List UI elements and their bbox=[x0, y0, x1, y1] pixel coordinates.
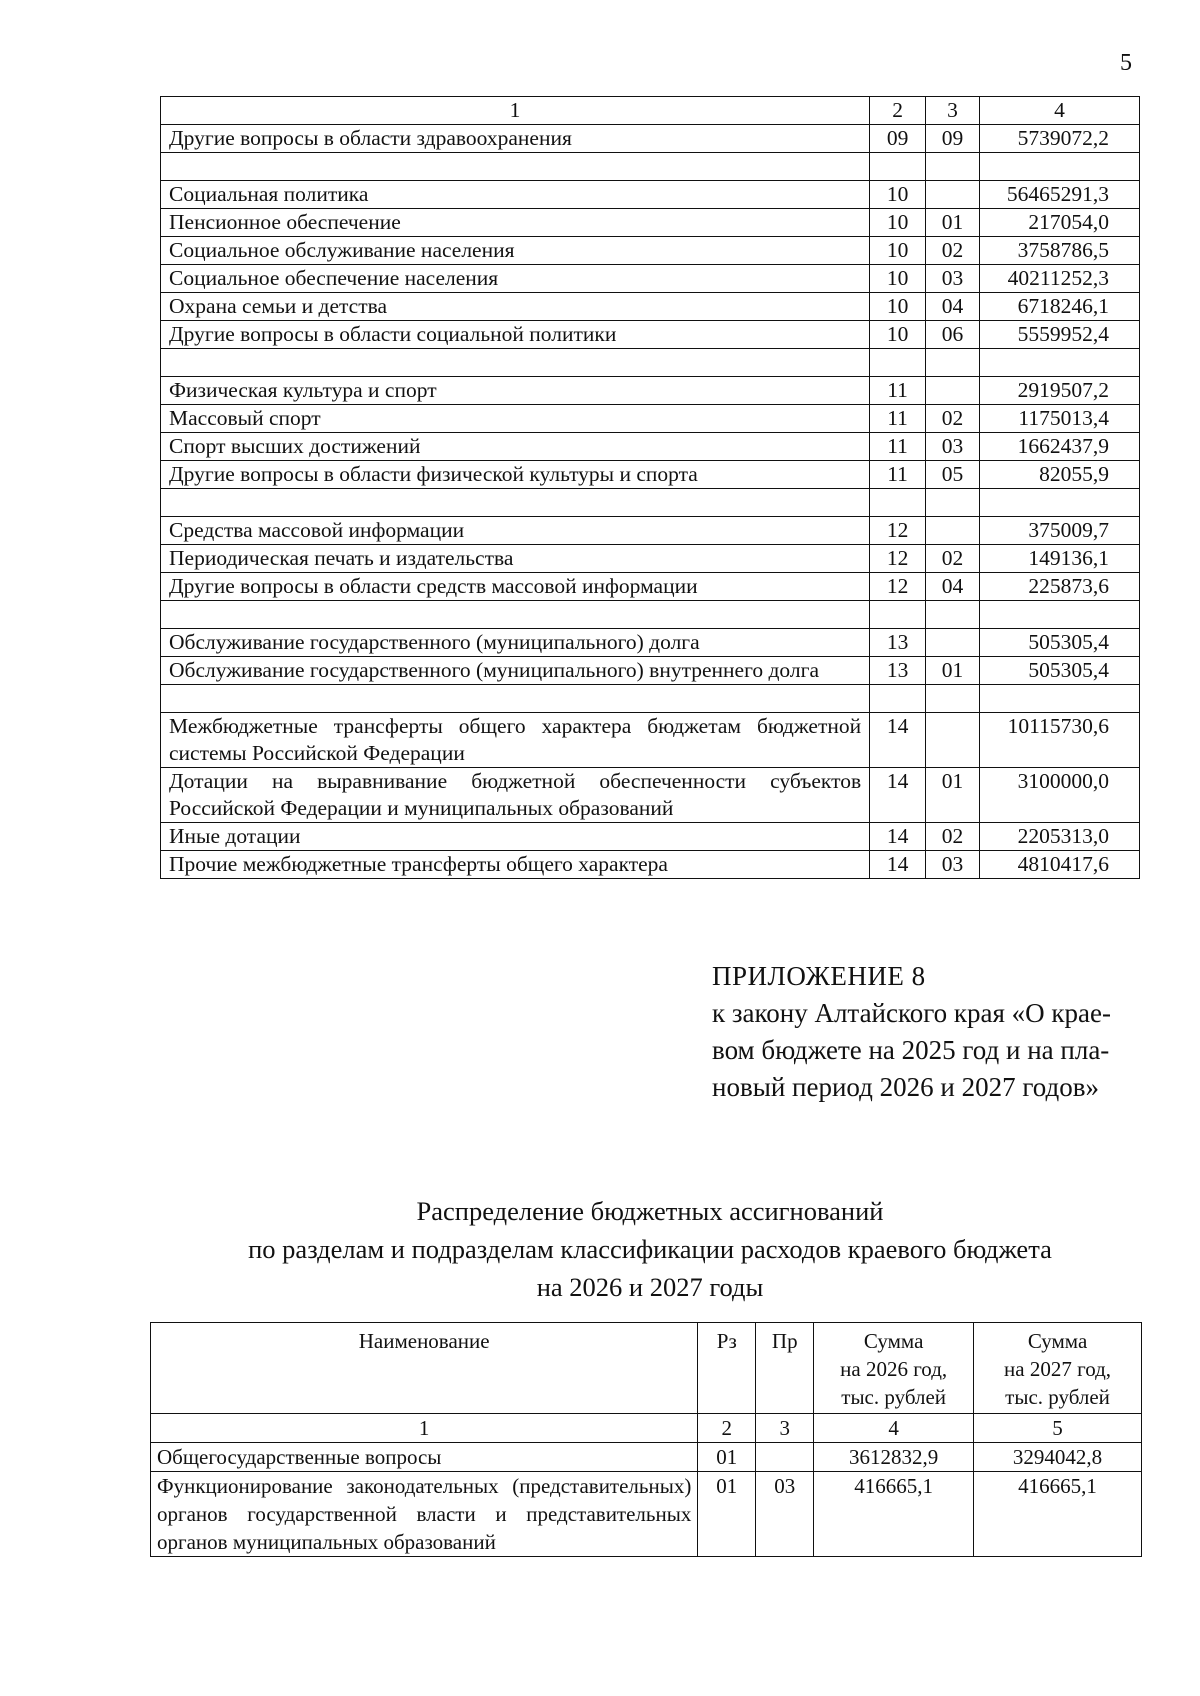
empty-cell bbox=[926, 153, 980, 181]
row-sum: 2919507,2 bbox=[980, 377, 1140, 405]
row-name: Дотации на выравнивание бюджетной обеспеченности субъектов Российской Федерации и муниципальных образований bbox=[161, 768, 870, 823]
row-rz: 10 bbox=[870, 209, 926, 237]
title-line: Распределение бюджетных ассигнований bbox=[416, 1196, 884, 1226]
row-sum-2026: 3612832,9 bbox=[814, 1443, 974, 1472]
header-sum-2026: Сумма на 2026 год, тыс. рублей bbox=[814, 1323, 974, 1414]
row-pr: 04 bbox=[926, 293, 980, 321]
row-name: Межбюджетные трансферты общего характера бюджетам бюджетной системы Российской Федерации bbox=[161, 713, 870, 768]
empty-cell bbox=[980, 349, 1140, 377]
row-name: Общегосударственные вопросы bbox=[151, 1443, 698, 1472]
empty-cell bbox=[870, 489, 926, 517]
row-sum: 5739072,2 bbox=[980, 125, 1140, 153]
row-rz: 13 bbox=[870, 629, 926, 657]
row-name: Спорт высших достижений bbox=[161, 433, 870, 461]
table-header-row bbox=[151, 1323, 1142, 1414]
table-row bbox=[161, 461, 1140, 489]
row-name: Иные дотации bbox=[161, 823, 870, 851]
row-name: Физическая культура и спорт bbox=[161, 377, 870, 405]
row-sum: 10115730,6 bbox=[980, 713, 1140, 768]
row-sum: 40211252,3 bbox=[980, 265, 1140, 293]
spacer-row bbox=[161, 153, 1140, 181]
row-rz: 12 bbox=[870, 573, 926, 601]
column-number: 4 bbox=[980, 97, 1140, 125]
row-rz: 11 bbox=[870, 433, 926, 461]
row-name: Социальное обеспечение населения bbox=[161, 265, 870, 293]
row-rz: 10 bbox=[870, 321, 926, 349]
row-sum: 56465291,3 bbox=[980, 181, 1140, 209]
column-number: 5 bbox=[974, 1414, 1142, 1443]
table-row bbox=[161, 405, 1140, 433]
header-pr: Пр bbox=[756, 1323, 814, 1414]
budget-distribution-table bbox=[150, 1322, 1142, 1557]
row-name: Другие вопросы в области средств массовой информации bbox=[161, 573, 870, 601]
row-sum: 6718246,1 bbox=[980, 293, 1140, 321]
row-rz: 10 bbox=[870, 265, 926, 293]
header-name: Наименование bbox=[151, 1323, 698, 1414]
table-row bbox=[161, 125, 1140, 153]
row-name: Другие вопросы в области социальной политики bbox=[161, 321, 870, 349]
row-sum: 3758786,5 bbox=[980, 237, 1140, 265]
appendix-line: к закону Алтайского края «О крае- bbox=[712, 998, 1111, 1028]
row-sum: 2205313,0 bbox=[980, 823, 1140, 851]
row-pr: 01 bbox=[926, 657, 980, 685]
empty-cell bbox=[870, 685, 926, 713]
table-row bbox=[161, 823, 1140, 851]
row-pr: 02 bbox=[926, 237, 980, 265]
header-sum-2027: Сумма на 2027 год, тыс. рублей bbox=[974, 1323, 1142, 1414]
row-rz: 12 bbox=[870, 545, 926, 573]
row-sum: 505305,4 bbox=[980, 657, 1140, 685]
empty-cell bbox=[926, 349, 980, 377]
table-row bbox=[161, 657, 1140, 685]
column-number: 3 bbox=[926, 97, 980, 125]
row-rz: 13 bbox=[870, 657, 926, 685]
appendix-title: ПРИЛОЖЕНИЕ 8 bbox=[712, 961, 926, 991]
row-name: Охрана семьи и детства bbox=[161, 293, 870, 321]
column-number: 4 bbox=[814, 1414, 974, 1443]
row-pr: 03 bbox=[926, 851, 980, 879]
spacer-row bbox=[161, 685, 1140, 713]
row-name: Прочие межбюджетные трансферты общего характера bbox=[161, 851, 870, 879]
row-name: Функционирование законодательных (представительных) органов государственной власти и представительных органов муниципальных образований bbox=[151, 1472, 698, 1557]
row-sum-2026: 416665,1 bbox=[814, 1472, 974, 1557]
row-name: Пенсионное обеспечение bbox=[161, 209, 870, 237]
row-rz: 14 bbox=[870, 851, 926, 879]
table-row bbox=[151, 1443, 1142, 1472]
row-pr: 06 bbox=[926, 321, 980, 349]
table-row bbox=[161, 293, 1140, 321]
table-row bbox=[161, 321, 1140, 349]
row-name: Массовый спорт bbox=[161, 405, 870, 433]
row-rz: 11 bbox=[870, 405, 926, 433]
title-line: на 2026 и 2027 годы bbox=[536, 1272, 764, 1302]
row-pr bbox=[926, 517, 980, 545]
row-sum: 1662437,9 bbox=[980, 433, 1140, 461]
row-sum: 217054,0 bbox=[980, 209, 1140, 237]
row-sum: 375009,7 bbox=[980, 517, 1140, 545]
empty-cell bbox=[870, 153, 926, 181]
row-sum: 505305,4 bbox=[980, 629, 1140, 657]
column-number-row bbox=[161, 97, 1140, 125]
row-name: Социальное обслуживание населения bbox=[161, 237, 870, 265]
row-pr bbox=[926, 713, 980, 768]
row-pr: 02 bbox=[926, 545, 980, 573]
table-row bbox=[161, 237, 1140, 265]
row-pr: 03 bbox=[926, 433, 980, 461]
empty-cell bbox=[980, 489, 1140, 517]
spacer-row bbox=[161, 601, 1140, 629]
column-number: 3 bbox=[756, 1414, 814, 1443]
empty-cell bbox=[926, 601, 980, 629]
empty-cell bbox=[926, 685, 980, 713]
row-pr: 02 bbox=[926, 405, 980, 433]
row-pr: 05 bbox=[926, 461, 980, 489]
row-rz: 14 bbox=[870, 713, 926, 768]
table-row bbox=[161, 545, 1140, 573]
row-name: Обслуживание государственного (муниципального) внутреннего долга bbox=[161, 657, 870, 685]
empty-cell bbox=[870, 349, 926, 377]
appendix-line: новый период 2026 и 2027 годов» bbox=[712, 1072, 1099, 1102]
table-row bbox=[161, 265, 1140, 293]
empty-cell bbox=[980, 153, 1140, 181]
row-rz: 10 bbox=[870, 237, 926, 265]
appendix-line: вом бюджете на 2025 год и на пла- bbox=[712, 1035, 1110, 1065]
row-rz: 11 bbox=[870, 377, 926, 405]
table-row bbox=[161, 377, 1140, 405]
page-number: 5 bbox=[1120, 50, 1132, 76]
column-number: 1 bbox=[151, 1414, 698, 1443]
table-row bbox=[161, 433, 1140, 461]
row-rz: 01 bbox=[698, 1443, 756, 1472]
row-sum: 225873,6 bbox=[980, 573, 1140, 601]
row-pr: 02 bbox=[926, 823, 980, 851]
row-sum: 4810417,6 bbox=[980, 851, 1140, 879]
row-sum-2027: 416665,1 bbox=[974, 1472, 1142, 1557]
table-row bbox=[161, 629, 1140, 657]
row-pr: 01 bbox=[926, 768, 980, 823]
row-rz: 01 bbox=[698, 1472, 756, 1557]
row-rz: 11 bbox=[870, 461, 926, 489]
row-sum-2027: 3294042,8 bbox=[974, 1443, 1142, 1472]
table-row bbox=[161, 573, 1140, 601]
row-sum: 5559952,4 bbox=[980, 321, 1140, 349]
empty-cell bbox=[161, 349, 870, 377]
empty-cell bbox=[980, 601, 1140, 629]
empty-cell bbox=[161, 489, 870, 517]
row-pr bbox=[926, 181, 980, 209]
table-row bbox=[161, 851, 1140, 879]
row-name: Периодическая печать и издательства bbox=[161, 545, 870, 573]
row-sum: 1175013,4 bbox=[980, 405, 1140, 433]
row-name: Социальная политика bbox=[161, 181, 870, 209]
row-pr: 09 bbox=[926, 125, 980, 153]
row-sum: 3100000,0 bbox=[980, 768, 1140, 823]
empty-cell bbox=[161, 601, 870, 629]
row-rz: 10 bbox=[870, 181, 926, 209]
column-number: 1 bbox=[161, 97, 870, 125]
row-pr bbox=[926, 629, 980, 657]
row-pr: 03 bbox=[926, 265, 980, 293]
empty-cell bbox=[926, 489, 980, 517]
column-number: 2 bbox=[870, 97, 926, 125]
row-name: Другие вопросы в области физической культуры и спорта bbox=[161, 461, 870, 489]
empty-cell bbox=[161, 153, 870, 181]
row-rz: 14 bbox=[870, 768, 926, 823]
table-row bbox=[161, 768, 1140, 823]
row-name: Другие вопросы в области здравоохранения bbox=[161, 125, 870, 153]
row-pr bbox=[926, 377, 980, 405]
row-rz: 14 bbox=[870, 823, 926, 851]
row-pr bbox=[756, 1443, 814, 1472]
empty-cell bbox=[980, 685, 1140, 713]
row-pr: 04 bbox=[926, 573, 980, 601]
row-sum: 82055,9 bbox=[980, 461, 1140, 489]
budget-table-continued bbox=[160, 96, 1140, 879]
spacer-row bbox=[161, 349, 1140, 377]
title-line: по разделам и подразделам классификации расходов краевого бюджета bbox=[248, 1234, 1052, 1264]
row-pr: 03 bbox=[756, 1472, 814, 1557]
empty-cell bbox=[161, 685, 870, 713]
row-rz: 12 bbox=[870, 517, 926, 545]
spacer-row bbox=[161, 489, 1140, 517]
column-number-row bbox=[151, 1414, 1142, 1443]
table-row bbox=[151, 1472, 1142, 1557]
row-rz: 09 bbox=[870, 125, 926, 153]
row-pr: 01 bbox=[926, 209, 980, 237]
appendix-heading bbox=[712, 958, 1152, 1106]
row-name: Средства массовой информации bbox=[161, 517, 870, 545]
row-sum: 149136,1 bbox=[980, 545, 1140, 573]
table-row bbox=[161, 209, 1140, 237]
column-number: 2 bbox=[698, 1414, 756, 1443]
document-title bbox=[160, 1192, 1140, 1306]
row-name: Обслуживание государственного (муниципального) долга bbox=[161, 629, 870, 657]
row-rz: 10 bbox=[870, 293, 926, 321]
table-row bbox=[161, 713, 1140, 768]
empty-cell bbox=[870, 601, 926, 629]
header-rz: Рз bbox=[698, 1323, 756, 1414]
table-row bbox=[161, 517, 1140, 545]
table-row bbox=[161, 181, 1140, 209]
